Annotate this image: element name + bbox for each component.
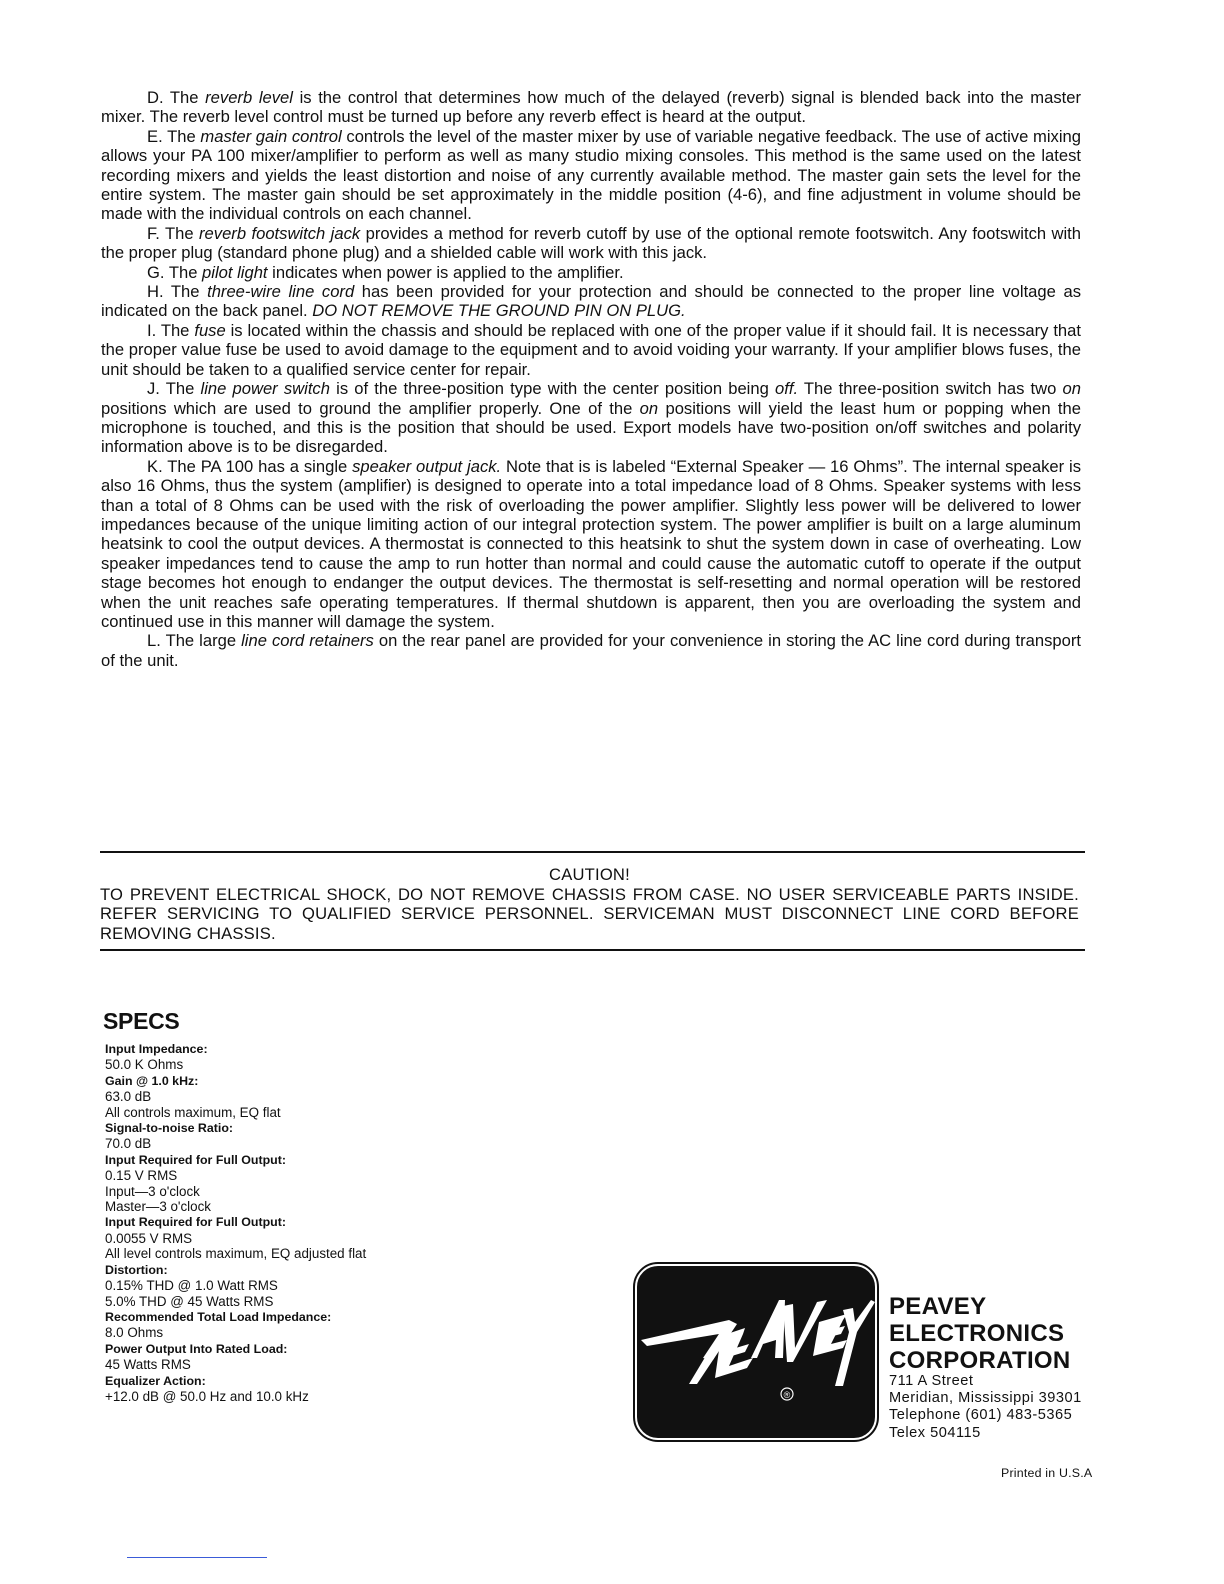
spec-value: 0.0055 V RMS: [105, 1230, 193, 1246]
spec-value: 45 Watts RMS: [105, 1357, 191, 1373]
spec-label: Input Required for Full Output:: [105, 1215, 287, 1230]
paragraph-text: is of the three-position type with the center position being: [329, 379, 775, 399]
spec-label: Signal-to-noise Ratio:: [105, 1121, 234, 1136]
emphasized-term: line cord retainers: [241, 631, 374, 651]
emphasized-term: fuse: [194, 320, 226, 340]
spec-value: 0.15 V RMS: [105, 1168, 178, 1184]
spec-value: Master—3 o'clock: [105, 1199, 211, 1215]
spec-label: Equalizer Action:: [105, 1373, 206, 1388]
spec-value: 63.0 dB: [105, 1089, 152, 1105]
spec-value: 70.0 dB: [105, 1136, 152, 1152]
caution-bottom-rule: [100, 949, 1085, 951]
emphasized-term: pilot light: [202, 262, 268, 282]
peavey-logo: [633, 1262, 879, 1442]
paragraph-text: positions will yield the least hum or popping when the microphone is touched, and this is the position that should be used. Export models have two-position on/off switches and polarity information above is to be disregarded.: [101, 398, 1081, 457]
paragraph-text: provides a method for reverb cutoff by use of the optional remote footswitch. Any footswitch with the proper plug (standard phone plug) and a shielded cable will work with this jack.: [101, 223, 1082, 263]
body-paragraph: [101, 379, 1081, 457]
paragraph-text: is located within the chassis and should be replaced with one of the proper value if it should fail. It is necessary that the proper value fuse be used to avoid damage to the equipment and to avoid voiding your warranty. If your amplifier blows fuses, the unit should be taken to a qualified service center for repair.: [101, 320, 1081, 379]
caution-text: TO PREVENT ELECTRICAL SHOCK, DO NOT REMOVE CHASSIS FROM CASE. NO USER SERVICEABLE PARTS INSIDE. REFER SERVICING TO QUALIFIED SERVICE PERSONNEL. SERVICEMAN MUST DISCONNECT LINE CORD BEFORE REMOVING CHASSIS.: [100, 884, 1079, 943]
caution-box: [100, 865, 1079, 943]
body-paragraph: [101, 263, 1081, 282]
spec-label: Input Required for Full Output:: [105, 1152, 287, 1167]
paragraph-text: D. The: [147, 88, 206, 107]
spec-label: Input Impedance:: [105, 1042, 208, 1056]
paragraph-text: E. The: [147, 126, 201, 146]
printed-in-usa: Printed in U.S.A: [1001, 1466, 1093, 1480]
emphasized-term: reverb footswitch jack: [199, 223, 361, 243]
paragraph-text: Note that is is labeled “External Speaker — 16 Ohms”. The internal speaker is also 16 Ohms, thus the system (amplifier) is designed to operate into a total impedance load of 8 Ohms. Speaker systems with less than a total of 8 Ohms can be used with the risk of overloading the power amplifier. Slightly less power will be delivered to lower impedances because of the unique limiting action of our integral protection system. The power amplifier is built on a large aluminum heatsink to cool the output devices. A thermostat is connected to this heatsink to shut the system down in case of overheating. Low speaker impedances tend to cause the amp to run hotter than normal and could cause the automatic cutoff to operate if the output stage becomes hot enough to endanger the output devices. The thermostat is self-resetting and normal operation will be restored when the unit reaches safe operating temperatures. If thermal shutdown is apparent, then you are overloading the system and continued use in this manner will damage the system.: [101, 456, 1081, 631]
paragraph-text: H. The: [147, 282, 208, 302]
spec-item: [105, 1121, 525, 1152]
spec-value: 5.0% THD @ 45 Watts RMS: [105, 1293, 274, 1309]
spec-label: Gain @ 1.0 kHz:: [105, 1073, 199, 1088]
emphasized-term: DO NOT REMOVE THE GROUND PIN ON PLUG.: [312, 301, 686, 321]
spec-value: 0.15% THD @ 1.0 Watt RMS: [105, 1278, 278, 1294]
paragraph-text: I. The: [147, 320, 195, 340]
specs-title: SPECS: [103, 1008, 180, 1034]
spec-item: [105, 1153, 525, 1215]
body-paragraph: [101, 631, 1081, 670]
body-paragraph: [101, 88, 1081, 127]
company-name: [889, 1293, 1071, 1374]
spec-label: Power Output Into Rated Load:: [105, 1341, 288, 1356]
spec-value: All level controls maximum, EQ adjusted flat: [105, 1246, 367, 1262]
spec-item: [105, 1215, 525, 1261]
paragraph-text: is the control that determines how much of the delayed (reverb) signal is blended back into the master mixer. The reverb level control must be turned up before any reverb effect is heard at the output.: [101, 88, 1082, 127]
spec-item: [105, 1042, 525, 1073]
paragraph-text: J. The: [147, 379, 201, 399]
caution-top-rule: [100, 851, 1085, 853]
company-name-line: CORPORATION: [889, 1347, 1071, 1374]
paragraph-text: has been provided for your protection and should be connected to the proper line voltage as indicated on the back panel.: [101, 282, 1081, 321]
emphasized-term: master gain control: [200, 126, 342, 146]
paragraph-text: positions which are used to ground the amplifier properly. One of the: [101, 398, 640, 418]
spec-label: Recommended Total Load Impedance:: [105, 1309, 332, 1324]
spec-value: +12.0 dB @ 50.0 Hz and 10.0 kHz: [105, 1388, 309, 1404]
address-line: Telex 504115: [889, 1424, 981, 1441]
paragraph-text: G. The: [147, 262, 203, 282]
paragraph-text: on the rear panel are provided for your convenience in storing the AC line cord during transport of the unit.: [101, 631, 1081, 670]
emphasized-term: on: [1062, 379, 1081, 399]
spec-value: All controls maximum, EQ flat: [105, 1104, 281, 1120]
company-address: [889, 1373, 1082, 1442]
spec-item: [105, 1310, 525, 1341]
address-line: Telephone (601) 483-5365: [889, 1407, 1073, 1424]
paragraph-text: controls the level of the master mixer by use of variable negative feedback. The use of active mixing allows your PA 100 mixer/amplifier to perform as well as many studio mixing consoles. This method is the same used on the latest recording mixers and yields the least distortion and noise of any currently available method. The master gain sets the level for the entire system. The master gain should be set approximately in the middle position (4-6), and fine adjustment in volume should be made with the individual controls on each channel.: [101, 126, 1081, 224]
spec-value: 8.0 Ohms: [105, 1325, 164, 1341]
body-paragraph: [101, 321, 1081, 379]
paragraph-text: indicates when power is applied to the amplifier.: [267, 262, 624, 282]
spec-item: [105, 1263, 525, 1309]
spec-label: Distortion:: [105, 1262, 168, 1277]
address-line: Meridian, Mississippi 39301: [889, 1390, 1082, 1407]
caution-title: CAUTION!: [549, 865, 630, 884]
body-paragraph: [101, 127, 1081, 224]
spec-value: 50.0 K Ohms: [105, 1057, 184, 1073]
emphasized-term: line power switch: [200, 379, 330, 399]
emphasized-term: three-wire line cord: [207, 282, 355, 302]
body-paragraph: [101, 224, 1081, 263]
spec-item: [105, 1374, 525, 1405]
paragraph-text: L. The large: [147, 631, 242, 651]
body-paragraph: [101, 457, 1081, 632]
body-text: [101, 88, 1081, 670]
company-name-line: PEAVEY: [889, 1293, 987, 1320]
paragraph-text: K. The PA 100 has a single: [147, 456, 353, 476]
spec-item: [105, 1342, 525, 1373]
svg-text:®: ®: [783, 1390, 791, 1400]
address-line: 711 A Street: [889, 1373, 974, 1389]
emphasized-term: on: [639, 398, 659, 418]
specs-list: [105, 1042, 525, 1405]
spec-item: [105, 1074, 525, 1120]
footer-link-underline: [127, 1557, 267, 1558]
company-name-line: ELECTRONICS: [889, 1320, 1065, 1347]
emphasized-term: off.: [775, 379, 799, 399]
paragraph-text: F. The: [147, 223, 200, 243]
spec-value: Input—3 o'clock: [105, 1183, 200, 1199]
body-paragraph: [101, 282, 1081, 321]
paragraph-text: The three-position switch has two: [798, 379, 1063, 399]
emphasized-term: reverb level: [205, 88, 293, 107]
emphasized-term: speaker output jack.: [352, 456, 502, 476]
